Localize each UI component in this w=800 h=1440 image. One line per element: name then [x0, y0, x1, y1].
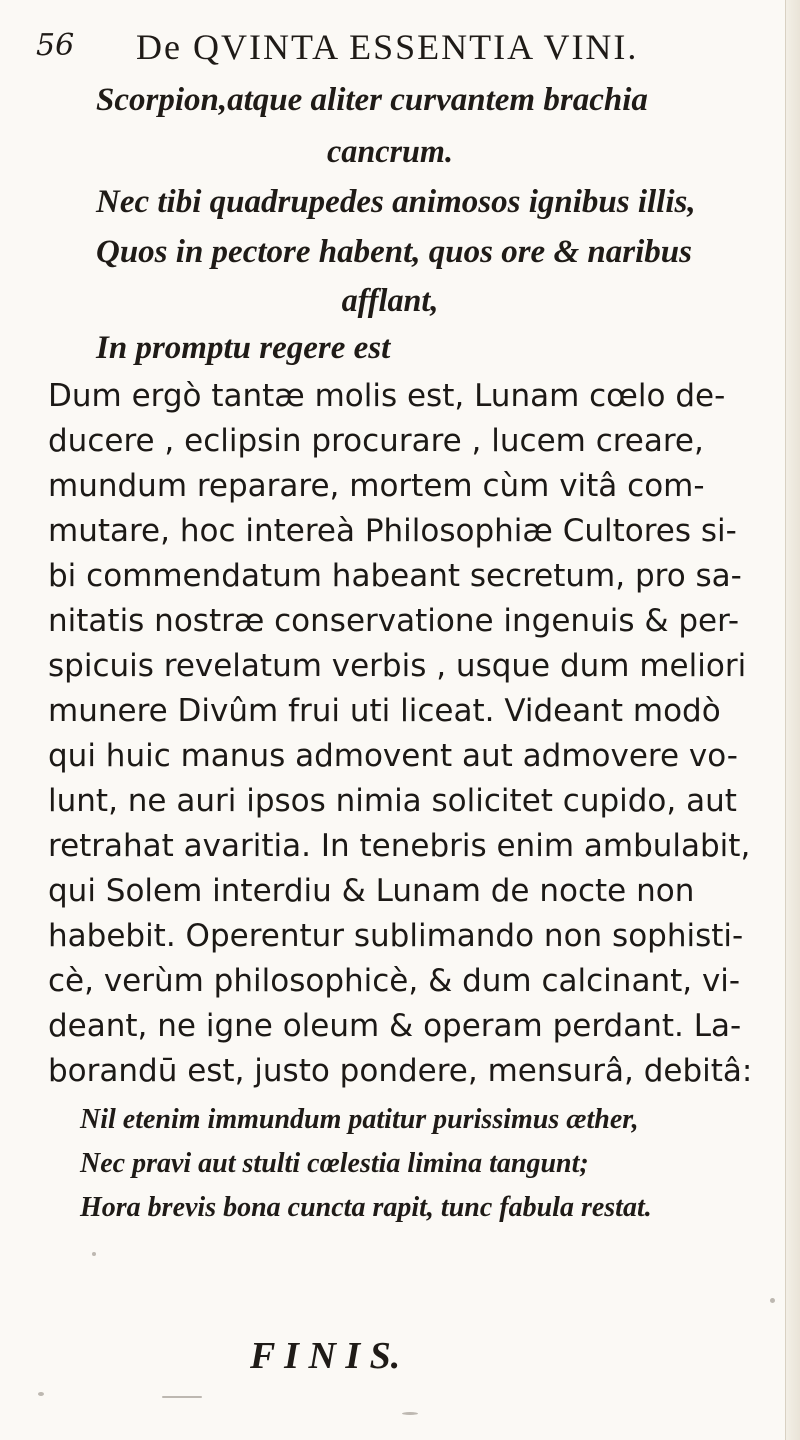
prose-line: habebit. Operentur sublimando non sophisti-: [48, 918, 744, 954]
paper-speck: [402, 1412, 418, 1415]
closing-verse-line: Hora brevis bona cuncta rapit, tunc fabula restat.: [80, 1192, 652, 1223]
verse-line: Nec tibi quadrupedes animosos ignibus illis,: [96, 184, 696, 220]
prose-line: munere Divûm frui uti liceat. Videant modò: [48, 693, 721, 729]
prose-line: nitatis nostræ conservatione ingenuis & per-: [48, 603, 740, 639]
prose-line: mutare, hoc intereà Philosophiæ Cultores si-: [48, 513, 737, 549]
prose-line: spicuis revelatum verbis , usque dum meliori: [48, 648, 747, 684]
page-number: 56: [36, 28, 75, 63]
closing-verse-line: Nil etenim immundum patitur purissimus æther,: [80, 1104, 639, 1135]
finis-colophon: F I N I S.: [250, 1335, 401, 1377]
paper-speck: [38, 1392, 44, 1396]
prose-line: cè, verùm philosophicè, & dum calcinant, vi-: [48, 963, 741, 999]
prose-line: qui Solem interdiu & Lunam de nocte non: [48, 873, 695, 909]
verse-line: In promptu regere est: [96, 330, 391, 366]
paper-speck: [162, 1396, 202, 1398]
prose-line: qui huic manus admovent aut admovere vo-: [48, 738, 738, 774]
page-edge: [785, 0, 800, 1440]
running-title: De QVINTA ESSENTIA VINI.: [136, 27, 639, 67]
paper-speck: [92, 1252, 96, 1256]
prose-line: ducere , eclipsin procurare , lucem creare,: [48, 423, 704, 459]
verse-line: afflant,: [341, 283, 439, 319]
prose-line: deant, ne igne oleum & operam perdant. La-: [48, 1008, 742, 1044]
prose-line: bi commendatum habeant secretum, pro sa-: [48, 558, 742, 594]
paper-speck: [770, 1298, 775, 1303]
running-head: [36, 22, 756, 72]
verse-line: cancrum.: [326, 134, 454, 170]
closing-verse-line: Nec pravi aut stulti cœlestia limina tangunt;: [80, 1148, 589, 1179]
prose-line: lunt, ne auri ipsos nimia solicitet cupido, aut: [48, 783, 737, 819]
prose-line: mundum reparare, mortem cùm vitâ com-: [48, 468, 705, 504]
prose-line: Dum ergò tantæ molis est, Lunam cœlo de-: [48, 378, 726, 414]
prose-line: borandū est, justo pondere, mensurâ, debitâ:: [48, 1053, 753, 1089]
prose-line: retrahat avaritia. In tenebris enim ambulabit,: [48, 828, 751, 864]
verse-line: Quos in pectore habent, quos ore & naribus: [96, 234, 692, 270]
verse-line: Scorpion,atque aliter curvantem brachia: [96, 82, 648, 118]
